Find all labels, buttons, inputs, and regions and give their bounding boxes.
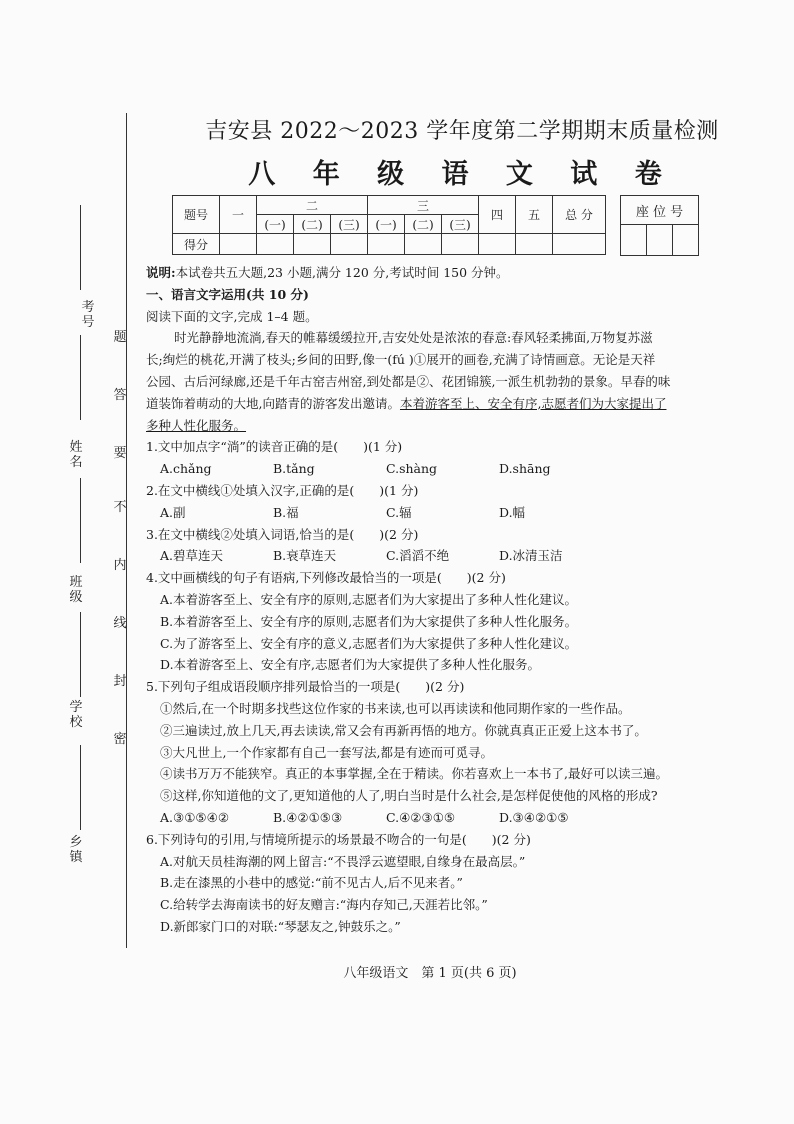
options-row <box>146 502 746 524</box>
seat-cell[interactable] <box>621 225 647 256</box>
score-cell[interactable] <box>368 234 405 255</box>
question-stem: 1.文中加点字“淌”的读音正确的是( )(1 分) <box>146 439 403 455</box>
question-stem: 5.下列句子组成语段顺序排列最恰当的一项是( )(2 分) <box>146 679 465 695</box>
seat-cell[interactable] <box>647 225 673 256</box>
options-row <box>146 458 746 480</box>
score-cell[interactable] <box>294 234 331 255</box>
question-stem: 6.下列诗句的引用,与情境所提示的场景最不吻合的一句是( )(2 分) <box>146 831 531 847</box>
question-stem: 4.文中画横线的句子有语病,下列修改最恰当的一项是( )(2 分) <box>146 570 506 586</box>
option[interactable]: A.③①⑤④② <box>160 809 230 825</box>
exam-title: 吉安县 2022～2023 学年度第二学期期末质量检测 <box>205 119 719 144</box>
town-blank <box>80 745 81 830</box>
option[interactable]: B.本着游客至上、安全有序的原则,志愿者们为大家提供了多种人性化服务。 <box>160 613 578 629</box>
seal-char-2: 答 <box>113 388 127 403</box>
seat-number-box <box>620 195 699 256</box>
score-cell[interactable] <box>257 234 294 255</box>
school-blank <box>80 612 81 697</box>
score-table-subheader: (一) <box>368 215 405 234</box>
score-table-header: 二 <box>257 196 368 215</box>
class-blank <box>80 478 81 563</box>
school-label: 学校 <box>69 700 83 730</box>
score-table-header: 三 <box>368 196 479 215</box>
exam-content <box>146 262 746 938</box>
options-row <box>146 807 746 829</box>
score-cell[interactable] <box>479 234 516 255</box>
option[interactable]: D.幅 <box>499 504 526 520</box>
exam-no-label: 考号 <box>81 300 95 330</box>
option[interactable]: C.为了游客至上、安全有序的意义,志愿者们为大家提供了多种人性化建议。 <box>160 635 578 651</box>
seal-char-4: 不 <box>113 500 127 515</box>
score-table-subheader: (二) <box>405 215 442 234</box>
seal-char-8: 密 <box>113 732 127 747</box>
option[interactable]: C.shàng <box>386 461 438 477</box>
score-table-header: 总 分 <box>553 196 606 234</box>
option[interactable]: A.本着游客至上、安全有序的原则,志愿者们为大家提出了多种人性化建议。 <box>160 591 577 607</box>
binding-line-right <box>126 113 127 948</box>
sentence-item: ②三遍读过,放上几天,再去读读,常又会有再新再悟的地方。你就真真正正爱上这本书了。 <box>160 722 647 738</box>
option[interactable]: B.tǎng <box>273 461 315 477</box>
sentence-item: ①然后,在一个时期多找些这位作家的书来读,也可以再读读和他同期作家的一些作品。 <box>160 700 631 716</box>
score-table-header: 五 <box>516 196 553 234</box>
options-row <box>146 545 746 567</box>
option[interactable]: B.④②①⑤③ <box>273 809 343 825</box>
underlined-sentence: 本着游客至上、安全有序,志愿者们为大家提出了 <box>399 395 667 411</box>
name-blank <box>80 335 81 420</box>
passage-line <box>146 393 746 415</box>
seat-cell[interactable] <box>673 225 699 256</box>
section-heading: 一、语言文字运用(共 10 分) <box>146 286 309 302</box>
seal-char-6: 线 <box>113 616 127 631</box>
town-label: 乡镇 <box>69 835 83 865</box>
seal-char-1: 题 <box>113 330 127 345</box>
section-intro: 阅读下面的文字,完成 1–4 题。 <box>146 308 318 324</box>
instructions <box>146 262 746 284</box>
score-cell[interactable] <box>442 234 479 255</box>
underlined-sentence-end: 多种人性化服务。 <box>146 417 247 433</box>
seal-char-7: 封 <box>113 674 127 689</box>
option[interactable]: D.shāng <box>499 461 551 477</box>
score-cell[interactable] <box>220 234 257 255</box>
option[interactable]: B.福 <box>273 504 299 520</box>
score-row-label: 得分 <box>173 234 220 255</box>
passage-text: 道装饰着萌动的大地,向踏青的游客发出邀请。 <box>146 395 400 411</box>
class-label: 班级 <box>69 575 83 605</box>
passage-line: 公园、古后河绿廊,还是千年古窑吉州窑,到处都是②、花团锦簇,一派生机勃勃的景象。早春的味 <box>146 373 671 389</box>
sentence-item: ③大凡世上,一个作家都有自己一套写法,都是有迹而可觅寻。 <box>160 744 493 760</box>
option[interactable]: C.辐 <box>386 504 412 520</box>
question-stem: 2.在文中横线①处填入汉字,正确的是( )(1 分) <box>146 482 419 498</box>
seal-char-5: 内 <box>113 558 127 573</box>
name-label: 姓名 <box>69 440 83 470</box>
score-table-subheader: (三) <box>442 215 479 234</box>
option[interactable]: D.本着游客至上、安全有序,志愿者们为大家提供了多种人性化服务。 <box>160 657 541 673</box>
score-table-subheader: (二) <box>294 215 331 234</box>
score-table-header: 题号 <box>173 196 220 234</box>
option[interactable]: B.走在漆黑的小巷中的感觉:“前不见古人,后不见来者。” <box>160 875 463 891</box>
option[interactable]: A.碧草连天 <box>160 548 224 564</box>
option[interactable]: D.③④②①⑤ <box>499 809 569 825</box>
option[interactable]: C.滔滔不绝 <box>386 548 450 564</box>
option[interactable]: D.冰清玉洁 <box>499 548 563 564</box>
option[interactable]: C.给转学去海南读书的好友赠言:“海内存知己,天涯若比邻。” <box>160 897 488 913</box>
option[interactable]: A.对航天员桂海潮的网上留言:“不畏浮云遮望眼,自缘身在最高层。” <box>160 853 526 869</box>
instructions-text: 本试卷共五大题,23 小题,满分 120 分,考试时间 150 分钟。 <box>175 265 509 280</box>
instructions-label: 说明: <box>146 265 176 280</box>
passage-line: 时光静静地流淌,春天的帷幕缓缓拉开,吉安处处是浓浓的春意:春风轻柔拂面,万物复苏滋 <box>174 330 653 346</box>
exam-no-blank <box>80 205 81 290</box>
sentence-item: ④读书万万不能狭窄。真正的本事掌握,全在于精读。你若喜欢上一本书了,最好可以读三遍。 <box>160 766 668 782</box>
passage-line: 长;绚烂的桃花,开满了枝头;乡间的田野,像一(fú )①展开的画卷,充满了诗情画意。无论是天祥 <box>146 352 656 368</box>
option[interactable]: D.新郎家门口的对联:“琴瑟友之,钟鼓乐之。” <box>160 918 401 934</box>
sentence-item: ⑤这样,你知道他的文了,更知道他的人了,明白当时是什么社会,是怎样促使他的风格的形成? <box>160 788 658 804</box>
score-table-header: 四 <box>479 196 516 234</box>
score-table <box>172 195 606 255</box>
question-stem: 3.在文中横线②处填入词语,恰当的是( )(2 分) <box>146 526 419 542</box>
option[interactable]: B.衰草连天 <box>273 548 337 564</box>
option[interactable]: A.chǎng <box>160 461 212 477</box>
score-table-header: 一 <box>220 196 257 234</box>
score-table-subheader: (三) <box>331 215 368 234</box>
option[interactable]: C.④②③①⑤ <box>386 809 456 825</box>
option[interactable]: A.副 <box>160 504 186 520</box>
score-cell[interactable] <box>405 234 442 255</box>
paper-title: 八 年 级 语 文 试 卷 <box>248 159 676 190</box>
seat-number-label: 座 位 号 <box>621 196 699 225</box>
score-cell[interactable] <box>516 234 553 255</box>
seal-char-3: 要 <box>113 446 127 461</box>
score-table-subheader: (一) <box>257 215 294 234</box>
score-cell[interactable] <box>331 234 368 255</box>
page-footer: 八年级语文 第 1 页(共 6 页) <box>343 966 517 981</box>
score-cell[interactable] <box>553 234 606 255</box>
